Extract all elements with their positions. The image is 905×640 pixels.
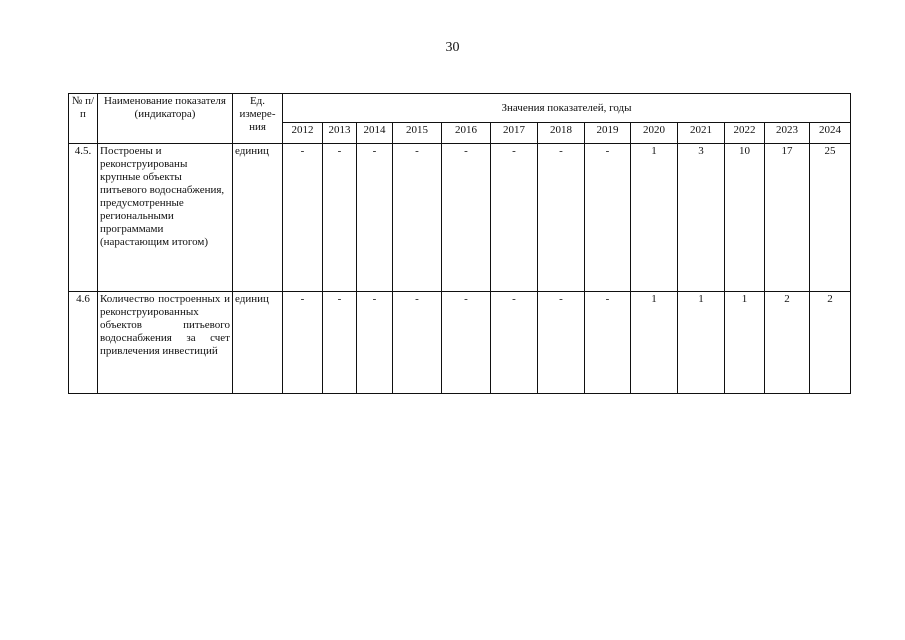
value-cell: - bbox=[442, 144, 491, 292]
year-header: 2024 bbox=[810, 123, 851, 144]
value-cell: 2 bbox=[765, 292, 810, 394]
value-cell: - bbox=[323, 144, 357, 292]
year-header: 2013 bbox=[323, 123, 357, 144]
year-header: 2016 bbox=[442, 123, 491, 144]
value-cell: - bbox=[491, 292, 538, 394]
year-header: 2017 bbox=[491, 123, 538, 144]
value-cell: - bbox=[491, 144, 538, 292]
indicators-table bbox=[68, 93, 851, 394]
value-cell: - bbox=[585, 292, 631, 394]
header-number: № п/п bbox=[69, 94, 98, 144]
value-cell: 1 bbox=[631, 144, 678, 292]
value-cell: - bbox=[283, 144, 323, 292]
indicator-name: Количество построенных и реконструированных объектов питьевого водоснабжения за счет привлечения инвестиций bbox=[98, 292, 233, 394]
value-cell: 17 bbox=[765, 144, 810, 292]
table-row bbox=[69, 292, 851, 394]
value-cell: 10 bbox=[725, 144, 765, 292]
value-cell: 1 bbox=[725, 292, 765, 394]
year-header: 2014 bbox=[357, 123, 393, 144]
value-cell: 1 bbox=[678, 292, 725, 394]
value-cell: 3 bbox=[678, 144, 725, 292]
year-header: 2019 bbox=[585, 123, 631, 144]
value-cell: - bbox=[538, 144, 585, 292]
header-row bbox=[69, 94, 851, 123]
value-cell: - bbox=[357, 144, 393, 292]
unit-cell: единиц bbox=[233, 144, 283, 292]
year-header: 2023 bbox=[765, 123, 810, 144]
unit-cell: единиц bbox=[233, 292, 283, 394]
value-cell: - bbox=[442, 292, 491, 394]
year-header: 2015 bbox=[393, 123, 442, 144]
value-cell: - bbox=[538, 292, 585, 394]
value-cell: - bbox=[585, 144, 631, 292]
header-unit: Ед. измере-ния bbox=[233, 94, 283, 144]
value-cell: - bbox=[323, 292, 357, 394]
value-cell: - bbox=[393, 292, 442, 394]
value-cell: - bbox=[393, 144, 442, 292]
year-header: 2020 bbox=[631, 123, 678, 144]
row-number: 4.6 bbox=[69, 292, 98, 394]
indicator-name: Построены и реконструированы крупные объекты питьевого водоснабжения, предусмотренные региональными программами (нарастающим итогом) bbox=[98, 144, 233, 292]
value-cell: - bbox=[283, 292, 323, 394]
value-cell: 1 bbox=[631, 292, 678, 394]
year-header: 2021 bbox=[678, 123, 725, 144]
table-row bbox=[69, 144, 851, 292]
value-cell: 2 bbox=[810, 292, 851, 394]
header-indicator-name: Наименование показателя (индикатора) bbox=[98, 94, 233, 144]
row-number: 4.5. bbox=[69, 144, 98, 292]
value-cell: - bbox=[357, 292, 393, 394]
year-header: 2018 bbox=[538, 123, 585, 144]
year-header: 2022 bbox=[725, 123, 765, 144]
year-header: 2012 bbox=[283, 123, 323, 144]
value-cell: 25 bbox=[810, 144, 851, 292]
page-number: 30 bbox=[445, 40, 460, 55]
header-values-title: Значения показателей, годы bbox=[283, 94, 851, 123]
